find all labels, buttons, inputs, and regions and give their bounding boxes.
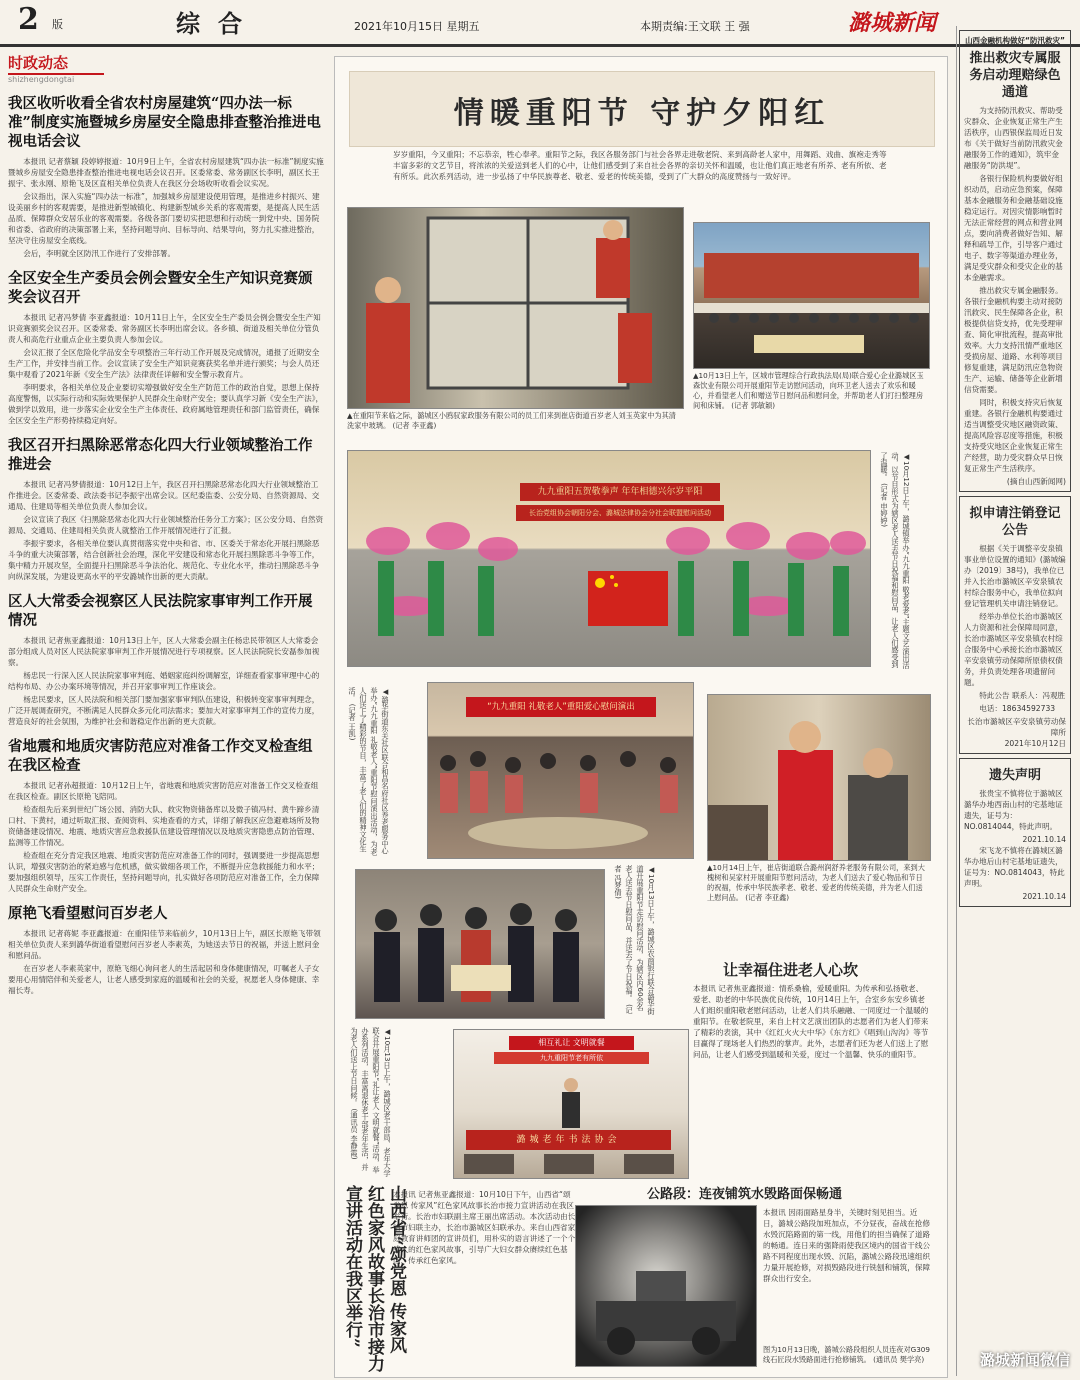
article <box>8 904 324 996</box>
article-paragraph: 李振宇要求，各相关单位要认真贯彻落实党中央和省、市、区委关于常态化开展扫黑除恶斗争的重大决策部署，结合创新社会治理，深化平安建设和常态化开展扫黑除恶斗争等工作，集中精力开展攻坚，全面提升扫黑除恶斗争法治化、规范化、专业化水平，推动扫黑除恶斗争向纵深发展，为建设更高水平的平安潞城作出新的更大贡献。 <box>8 539 320 581</box>
contact-line: 特此公告 联系人：冯观胜 <box>979 691 1066 700</box>
box-paragraph: 推出救灾专属金融服务。各银行金融机构要主动对接防汛救灾、民生保障各企业，积极提供信贷支持，优先受理审查、简化审批流程，提高审批效率。大力支持汛情严重地区受损房屋、道路、水利等项目修复重建，满足防汛应急物资生产、运输、储备等企业新增信贷需要。 <box>964 286 1063 394</box>
box-paragraph: 根据《关于调整辛安泉镇事业单位设置的通知》(潞城编办〔2019〕38号)，我单位已并入长治市潞城区辛安泉镇农村综合服务中心，我单位拟向登记管理机关申请注销登记。 <box>964 544 1066 608</box>
caption-text: ◀10月13日上午，潞城区老干部局、老年大学联合开展重阳节“礼让老人 文明就餐”活动，举办系列活动，丰富离退休老干部老年生活，并为老人们送上节日问候。 <box>350 1027 392 1177</box>
photo-graphic <box>694 223 929 368</box>
article-paragraph: 检查组在充分肯定我区地震、地质灾害防范应对准备工作的同时，强调要进一步提高思想认识，增强灾害防治的紧迫感与危机感，做实做细各项工作，不断提升应急救援能力和水平；要加强组织领导，压实工作责任，坚持问题导向，扎实做好各项防范应对准备工作，全力保障人民群众生命财产安全。 <box>8 851 320 893</box>
box-source: (摘自山西新闻网) <box>1006 477 1066 486</box>
section-tag-pinyin: shizhengdongtai <box>8 75 75 84</box>
page-suffix: 版 <box>52 18 63 31</box>
photo-banner: 相互礼让 文明就餐 <box>509 1036 634 1050</box>
photo-banner: 九九重阳五贺敬拳声 年年相德兴尔岁平阳 <box>520 483 720 501</box>
caption-text: ◀10月12日上午，潞城镇举办“九九重阳 敬老爱老”主题文艺演出活动，以节目形式为辖区老人送去节日祝福和慰问品，让老人们感受到了温暖。 <box>880 452 911 670</box>
box-title: 推出救灾专属服务启动理赔绿色通道 <box>969 51 1061 100</box>
vertical-caption <box>879 452 912 672</box>
loss-notice-date: 2021.10.14 <box>1022 892 1066 901</box>
article-paragraph: 会后，李明就全区防汛工作进行了安排部署。 <box>23 249 176 258</box>
article-paragraph: 杨忠民要求，区人民法院和相关部门要加强家事审判队伍建设，积极转变家事审判理念，广泛开展调查研究，不断满足人民群众多元化司法需求；要加大对家事审判工作的宣传力度，营造良好的社会氛围，为维护社会和谐稳定作出新的更大贡献。 <box>8 695 320 726</box>
article <box>8 269 324 426</box>
box-paragraph: 经举办单位长治市潞城区人力资源和社会保障局同意，长治市潞城区辛安泉镇农村综合服务中心承接长治市潞城区辛安泉镇劳动保障所原债权债务，并负责处理各项遗留问题。 <box>964 612 1063 687</box>
vertical-caption <box>349 1027 393 1177</box>
article-title: 原艳飞看望慰问百岁老人 <box>8 905 168 922</box>
wechat-watermark: 潞城新闻微信 <box>979 1351 1070 1369</box>
photo-banner: 长治党组协会朝阳分会、潞城法律协会分社会联盟慰问活动 <box>516 505 724 521</box>
article <box>8 737 324 894</box>
finance-news-box <box>959 30 1071 492</box>
vertical-caption <box>613 865 657 1015</box>
photo-graphic <box>576 1206 756 1366</box>
article-paragraph: 会议宣读了我区《扫黑除恶常态化四大行业领域整治任务分工方案》；区公安分局、自然资源局、交通局、住建局相关负责人就整治工作开展情况进行了汇报。 <box>8 515 324 535</box>
cancellation-notice-box <box>959 496 1071 754</box>
photo-caption <box>347 411 682 431</box>
article-paragraph: 本报讯 记者蔡颖 段婷婷报道：10月9日上午，全省农村房屋建筑“四办法一标准”制度实施暨城乡房屋安全隐患排查整治推进电视电话会议召开。区委常委、常务副区长李明，副区长王振宇、张永刚、原艳飞及区直相关单位负责人在我区分会场收听收看会议实况。 <box>8 157 324 188</box>
notice-org: 长治市潞城区辛安泉镇劳动保障所 <box>967 717 1066 737</box>
road-story-title: 公路段：连夜铺筑水毁路面保畅通 <box>647 1187 843 1202</box>
article-paragraph: 会议汇报了全区危险化学品安全专项整治三年行动工作开展及完成情况，通报了近期安全生产工作，并安排当前工作。会议宣读了安全生产知识竞赛获奖名单并进行颁奖；与会人员还集中观看了2021年新《安全生产法》法律责任详解和安全警示教育片。 <box>8 348 320 379</box>
loss-notice-box <box>959 758 1071 907</box>
newspaper-logo: 潞城新闻 <box>848 10 937 36</box>
article-paragraph: 李明要求，各相关单位及企业要切实增强做好安全生产防范工作的政治自觉，思想上保持高度警惕，以实际行动和实际效果保护人民群众生命财产安全；要认真学习新《安全生产法》，做到学以致用，进一步落实企业安全生产主体责任、政府属地管理责任和部门监管责任，确保全区安全生产形势持续稳定向好。 <box>8 383 324 425</box>
photo-graphic <box>428 683 693 858</box>
page-number: 2 <box>18 2 39 37</box>
caption-credit: (通讯员 李静霞) <box>350 1108 359 1160</box>
box-title: 遗失声明 <box>988 768 1041 783</box>
photo-dining-hall <box>453 1029 689 1179</box>
photo-graphic <box>356 870 604 1018</box>
article <box>8 592 324 727</box>
photo-window-cleaning <box>347 207 684 409</box>
photo-caption <box>707 863 929 903</box>
vertical-headline: 山西省“颂党恩 传家风 红色家风故事长治市接力宣讲活动在我区举行” <box>342 1185 406 1372</box>
notice-date: 2021年10月12日 <box>1004 739 1066 748</box>
article-paragraph: 检查组先后来到世纪广场公园、消防大队、救灾物资储备库以及微子镇冯村、黄牛蹄乡清口村、下黄村，通过听取汇报、查阅资料、实地查看的方式，详细了解我区应急避难场所及物资储备建设情况、地震、地质灾害应急救援队伍建设管理情况以及地质灾害隐患点防治管理、监测等工作情况。 <box>8 805 320 847</box>
photo-graphic <box>348 451 870 666</box>
photo-banner: 潞城老年书法协会 <box>466 1130 671 1150</box>
loss-notice: 宋飞龙不慎将在潞城区潞华办地后山村宅基地证遗失，证号为：NO.0814043，特此声明。 <box>964 846 1065 888</box>
photo-graphic <box>348 208 683 408</box>
article-paragraph: 本报讯 记者冯梦倩报道：10月12日上午，我区召开扫黑除恶常态化四大行业领域整治工作推进会。区委常委、政法委书记李振宇出席会议。区纪委监委、公安分局、自然资源局、交通局、住建局等相关单位负责人参加会议。 <box>8 480 320 511</box>
caption-credit: (记者 李亚鑫) <box>392 421 437 430</box>
article-title: 区人大常委会视察区人民法院家事审判工作开展情况 <box>8 593 313 629</box>
caption-credit: (记者 郭敏颖) <box>731 401 776 410</box>
caption-text: ▲10月14日上午，崔店街道联合潞州润舒养老服务有限公司，来到大槐树和吴家村开展重阳节慰问活动，为老人们送去了爱心物品和节日的祝福，传承中华民族孝老、敬老、爱老的传统美德，并为老人们送上慰问品。 <box>707 863 925 902</box>
photo-banner: “九九重阳 礼敬老人”重阳爱心慰问演出 <box>466 697 656 717</box>
article <box>8 436 324 582</box>
road-story-text: 本报讯 因雨面路星身半，关键时刻见担当。近日，潞城公路段加班加点，不分昼夜，奋战在抢修水毁沉陷路面的第一线，用他们的担当确保了道路的畅通。连日来的强降雨使我区境内的国省干线公路不同程度出现水毁、沉陷，潞城公路段迅速组织力量开展抢修，对损毁路段进行铣刨和铺筑，保障群众出行安全。 <box>763 1208 931 1283</box>
left-column <box>8 52 324 1372</box>
photo-road-repair <box>575 1205 757 1367</box>
caption-text: ▲在重阳节来临之际，潞城区小鸥驭家政服务有限公司的员工们来到崔店街道百岁老人刘玉英家中为其清洗家中玻璃。 <box>347 411 676 430</box>
caption-credit: (记者 李亚鑫) <box>745 893 790 902</box>
article-paragraph: 本报讯 记者冯梦倩 李亚鑫报道：10月11日上午，全区安全生产委员会例会暨安全生产知识竞赛颁奖会议召开。区委常委、常务副区长李明出席会议。各乡镇、街道及相关单位分管负责人和高危行业重点企业主要负责人参加会议。 <box>8 313 321 344</box>
page-header <box>0 0 1080 47</box>
article-paragraph: 本报讯 记者焦亚鑫报道：10月13日上午，区人大常委会副主任杨忠民带领区人大常委会部分组成人员对区人民法院家事审判工作开展情况进行专项视察。区人民法院院长安磊参加视察。 <box>8 636 320 667</box>
editor-line: 本期责编:王文联 王 强 <box>640 20 750 33</box>
road-photo-caption: 图为10月13日晚，潞城公路段组织人员连夜对G309线石匠段水毁路面进行抢修铺筑。 (通讯员 樊学亮) <box>763 1345 930 1364</box>
issue-date: 2021年10月15日 星期五 <box>354 20 480 33</box>
photo-banner: 九九重阳节老有所依 <box>494 1052 649 1064</box>
vertical-caption <box>347 687 391 857</box>
feature-banner <box>349 71 935 147</box>
loss-notice-date: 2021.10.14 <box>1022 835 1066 844</box>
caption-text: ◀10月13日上午，潞城区农商银行联合潞华街道开展重阳节走访慰问活动，为辖区内60余名老人送去节日慰问品，并送去了节日祝福。 <box>625 865 656 1015</box>
article-paragraph: 本报讯 记者孙超报道：10月12日上午，省地震和地质灾害防范应对准备工作交叉检查组在我区检查。副区长原艳飞陪同。 <box>8 781 319 801</box>
article-title: 省地震和地质灾害防范应对准备工作交叉检查组在我区检查 <box>8 738 313 774</box>
box-paragraph: 同时，积极支持灾后恢复重建。各银行金融机构要通过适当调整受灾地区融资政策、提高风险容忍度等措施，积极支持受灾地区企业恢复正常生产经营，助力受灾群众早日恢复正常生产生活秩序。 <box>964 398 1063 473</box>
article-paragraph: 会议指出，深入实施“四办法一标准”，加强城乡房屋建设使用管理，是推进乡村振兴、建设美丽乡村的客观需要，是推进新型城镇化、构建新型城乡关系的客观需要，是提高人民生活品质、保障群众安居乐业的客观需要。各级各部门要切实把思想和行动统一到党中央、国务院和省委、省政府的决策部署上来，坚持问题导向、目标导向、结果导向，努力扎实推进整治，坚决守住房屋安全底线。 <box>8 192 320 245</box>
phone-line: 电话：18634592733 <box>979 704 1056 713</box>
article-paragraph: 在百岁老人李素英家中，原艳飞细心询问老人的生活起居和身体健康情况，叮嘱老人子女要用心用情陪伴和关爱老人，让老人感受到家庭的温暖和社会的关爱，祝愿老人身体健康、幸福长寿。 <box>8 964 320 995</box>
photo-dance <box>347 450 871 667</box>
right-column <box>956 26 1073 1376</box>
photo-group <box>693 222 930 369</box>
box-paragraph: 各银行保险机构要做好组织动员，启动应急预案，保障基本金融服务和金融基础设施稳定运行。对因灾情影响暂时无法正常经营的网点和营业网点，要向消费者做好告知、解释和疏导工作，引导客户通过电子、数字等渠道办理业务，满足受灾群众和受灾企业的基本金融需求。 <box>964 174 1063 282</box>
caption-credit: (记者 冯梦倩) <box>614 865 634 1015</box>
caption-credit: (记者 王凯) <box>348 703 357 741</box>
caption-text: ▲10月13日上午，区城市管理综合行政执法局(局)联合爱心企业潞城区玉森饮业有限公司开展重阳节走访慰问活动，向环卫老人送去了欢乐和暖心，并看望老人们和赠送节日慰问品和慰问金，并帮助老人们打扫整理房间和床铺。 <box>693 371 924 410</box>
section-title: 综合 <box>176 9 260 38</box>
article-paragraph: 杨忠民一行深入区人民法院家事审判庭、婚姻家庭纠纷调解室，详细查看家事审理中心的结构布局、办公办案环境等情况，并召开家事审判工作座谈会。 <box>8 671 320 691</box>
article-title: 我区收听收看全省农村房屋建筑“四办法一标准”制度实施暨城乡房屋安全隐患排查整治推进电视电话会议 <box>8 95 321 150</box>
feature-section <box>334 56 948 1378</box>
photo-audience <box>427 682 694 859</box>
photo-graphic <box>454 1030 688 1178</box>
caption-text: ◀潞华街道东关社区联合和昌名府社区养老服务中心举办“九九重阳 礼敬老人”重阳节慰问演出活动，为老人们送上了精彩的节目，丰富了老人们的精神文化生活。 <box>348 687 390 856</box>
box-title: 拟申请注销登记公告 <box>969 506 1061 538</box>
feature-intro: 岁岁重阳，今又重阳；不忘恭亲，牲心奉孝。重阳节之际，我区各服务部门与社会各界走进敬老院、来到高龄老人家中，用舞蹈、戏曲、旗袍走秀等丰富多彩的文艺节目，将浓浓的关爱送到老人们的心中，让他们感受到了来自社会各界的亲切关怀和温暖，也让他们真正地老有所养、老有所依、老有所乐。此次系列活动，进一步弘扬了中华民族尊老、敬老、爱老的传统美德，受到了广大群众的高度赞扬与一致好评。 <box>393 150 887 181</box>
article <box>8 94 324 259</box>
article-title: 全区安全生产委员会例会暨安全生产知识竞赛颁奖会议召开 <box>8 270 313 306</box>
loss-notice: 张贵宝不慎将位于潞城区潞华办地西南山村的宅基地证遗失，证号为：NO.0814044，特此声明。 <box>964 789 1063 831</box>
caption-credit: (记者 申婷婷) <box>880 483 889 528</box>
photo-graphic <box>708 695 930 860</box>
box-supertitle: 山西金融机构做好“防汛救灾” <box>965 36 1065 45</box>
vertical-story-text: 本报讯 记者焦亚鑫报道：10月10日下午，山西省“颂党恩 传家风”红色家风故事长治市接力宣讲活动在我区举行。长治市妇联副主席王丽出席活动。本次活动由长治市妇联主办，长治市潞城区妇联承办。来自山西省家庭教育讲师团的宣讲员们，用朴实的语言讲述了一个个感人的红色家风故事，引导广大妇女群众赓续红色基因，传承红色家风。 <box>393 1190 576 1265</box>
box-paragraph: 为支持防汛救灾、帮助受灾群众、企业恢复正常生产生活秩序，山西银保监局近日发布《关于做好当前防汛救灾金融服务工作的通知》，筑牢金融服务“防洪堤”。 <box>964 106 1063 170</box>
section-tag: 时政动态 <box>8 52 104 75</box>
story-text: 本报讯 记者焦亚鑫报道：情系桑榆，爱暖重阳。为传承和弘扬敬老、爱老、助老的中华民族优良传统，10月14日上午，合室乡东安乡镇老人们组织重阳敬老慰问活动，让老人们共乐融融、一同度过一个温暖的重阳节。在敬老院里，来自上村文艺演出团队的志愿者们为老人们带来了精彩的表演，其中《红红火火大中华》《东方红》《唱到山沟沟》等节目赢得了现场老人们热烈的掌声。此外，志愿者们还为老人们送上了慰问品，让老人们感受到温暖和关爱，度过一个温馨、快乐的重阳节。 <box>693 984 929 1059</box>
article-paragraph: 本报讯 记者蒋妮 李亚鑫报道：在重阳佳节来临前夕，10月13日上午，副区长原艳飞带领相关单位负责人来到潞华街道看望慰问百岁老人李素英，为她送去节日的祝福，并送上慰问金和慰问品。 <box>8 929 321 960</box>
photo-caption <box>693 371 928 411</box>
story-title: 让幸福住进老人心坎 <box>723 961 859 979</box>
article-title: 我区召开扫黑除恶常态化四大行业领域整治工作推进会 <box>8 437 313 473</box>
photo-elderly-visit <box>707 694 931 861</box>
feature-title: 情暖重阳节 守护夕阳红 <box>453 96 831 131</box>
photo-bank-visit <box>355 869 605 1019</box>
